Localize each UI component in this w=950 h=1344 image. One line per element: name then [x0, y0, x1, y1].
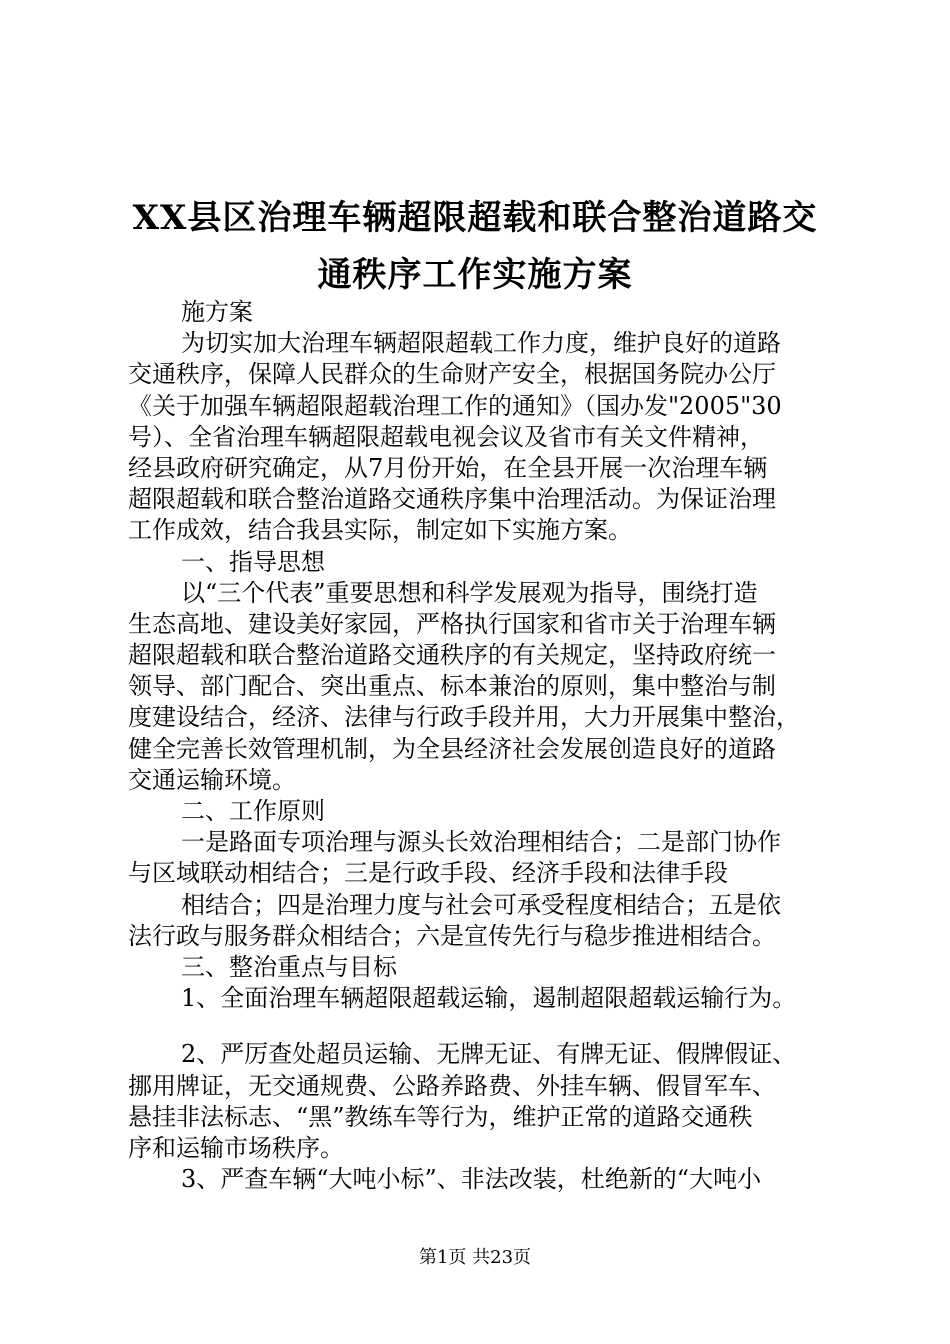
body-line: 相结合；四是治理力度与社会可承受程度相结合；五是依 [181, 890, 781, 919]
body-line: 1、全面治理车辆超限超载运输，遏制超限超载运输行为。 [181, 984, 797, 1013]
body-line: 序和运输市场秩序。 [128, 1133, 344, 1162]
document-title-line-2: 通秩序工作实施方案 [317, 255, 633, 295]
section-heading: 二、工作原则 [181, 797, 325, 825]
body-line: 号）、全省治理车辆超限超载电视会议及省市有关文件精神， [128, 422, 764, 451]
body-line: 3、严查车辆“大吨小标”、非法改装，杜绝新的“大吨小 [181, 1165, 762, 1194]
document-body [128, 297, 832, 1195]
body-line: 工作成效，结合我县实际，制定如下实施方案。 [128, 516, 632, 545]
page-number-footer: 第1页 共23页 [418, 1247, 532, 1268]
body-line: 施方案 [181, 298, 253, 326]
body-line: 超限超载和联合整治道路交通秩序的有关规定，坚持政府统一 [128, 641, 776, 670]
body-line: 经县政府研究确定，从7月份开始，在全县开展一次治理车辆 [128, 453, 768, 482]
document-title-line-1: XX县区治理车辆超限超载和联合整治道路交 [132, 198, 818, 238]
body-line: 领导、部门配合、突出重点、标本兼治的原则，集中整治与制 [128, 672, 776, 701]
body-line: 与区域联动相结合；三是行政手段、经济手段和法律手段 [128, 859, 728, 888]
body-line: 交通运输环境。 [128, 765, 296, 794]
section-heading: 三、整治重点与目标 [181, 952, 397, 981]
body-line: 悬挂非法标志、“黑”教练车等行为，维护正常的道路交通秩 [128, 1102, 753, 1131]
body-line: 2、严厉查处超员运输、无牌无证、有牌无证、假牌假证、 [181, 1040, 797, 1069]
section-heading: 一、指导思想 [181, 547, 325, 576]
paragraph-gap [128, 1014, 832, 1039]
body-line: 健全完善长效管理机制，为全县经济社会发展创造良好的道路 [128, 734, 776, 763]
body-line: 一是路面专项治理与源头长效治理相结合；二是部门协作 [181, 828, 781, 857]
body-line: 生态高地、建设美好家园，严格执行国家和省市关于治理车辆 [128, 609, 776, 638]
body-line: 法行政与服务群众相结合；六是宣传先行与稳步推进相结合。 [128, 921, 776, 950]
body-line: 度建设结合，经济、法律与行政手段并用，大力开展集中整治， [128, 703, 800, 732]
body-line: 超限超载和联合整治道路交通秩序集中治理活动。为保证治理 [128, 485, 776, 514]
body-line: 挪用牌证，无交通规费、公路养路费、外挂车辆、假冒军车、 [128, 1071, 776, 1100]
body-line: 为切实加大治理车辆超限超载工作力度，维护良好的道路 [181, 329, 781, 358]
body-line: 《关于加强车辆超限超载治理工作的通知》（国办发"2005"30 [128, 391, 782, 420]
body-line: 以“三个代表”重要思想和科学发展观为指导，围绕打造 [181, 578, 758, 607]
body-line: 交通秩序，保障人民群众的生命财产安全，根据国务院办公厅 [128, 360, 776, 389]
